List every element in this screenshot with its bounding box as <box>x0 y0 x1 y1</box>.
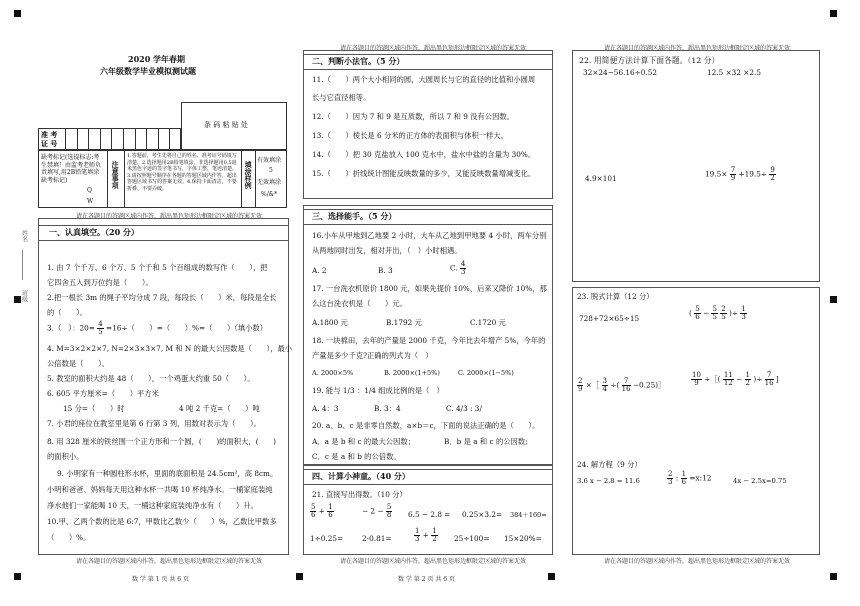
q11-line1: 11.（ ）两个大小相同的圆，大圆周长与它的直径的比值和小圆周 <box>312 75 536 84</box>
q3-left: 3.（ ）：20= <box>47 323 95 333</box>
q16-line2: 从两地同时出发，相对开出，（ ）小时相遇。 <box>312 246 462 255</box>
q21-line: 21. 直接写出得数。（10 分） <box>312 490 407 499</box>
answer-panel-col3-b <box>572 287 820 555</box>
answer-panel-col2-a <box>303 50 553 199</box>
q22-expr2: 12.5 ×32 ×2.5 <box>707 68 762 77</box>
q17-option-a: A.1800 元 <box>312 318 348 327</box>
q3-line <box>47 321 267 336</box>
attention-label: 注意事项 <box>111 161 121 189</box>
calc-row1-item4: 0.25×3.2= <box>462 510 503 519</box>
calc-row2-item4: 25÷100= <box>454 534 490 543</box>
q7-line: 7. 小君的座位在教室里是第 6 行第 3 列，用数对表示为（ ）。 <box>47 419 261 428</box>
attention-body: 1.答题前，考生先将自己的姓名、准考证号码填写清楚。2.选择题用2B铅笔填涂，非选择题用0.5毫米黑色字迹的签字笔书写，字体工整，笔迹清楚。3.请按照题号顺序在各题的答题区域内作答，超出答题区域书写的答案无效。4.保持卡面清洁，不要折叠、不要弄破。 <box>127 153 238 192</box>
q16-option-a: A. 2 <box>312 266 327 275</box>
q4-line2: 公倍数是（ ）。 <box>47 359 110 368</box>
candidate-number-grid[interactable] <box>38 128 181 150</box>
calc-row2-item3: $\frac{1}{3}$ + $\frac{1}{2}$ <box>415 527 437 543</box>
q12-line: 12.（ ）因为 7 和 9 是互质数，所以 7 和 9 没有公因数。 <box>312 112 514 121</box>
q20-option-b: B．b 是 a 和 c 的公因数; <box>444 437 528 446</box>
q19-line: 19. 能与 1/3 ：1/4 组成比例的是（ ） <box>312 386 444 395</box>
barcode-label: 条 码 粘 贴 处 <box>204 121 248 129</box>
area-notice-col3-bottom: 请在各题目的答题区域内作答，超出黑色矩形边框限定区域的答案无效 <box>604 558 791 565</box>
q1-line2: 它四舍五入到万位约是（ ）。 <box>47 278 153 287</box>
answer-panel-col2-b <box>303 205 553 465</box>
side-class-label: 班级 <box>20 290 28 302</box>
q9-line2: 小明和爸爸、妈妈每天用这种水杯一共喝 10 杯纯净水。一桶家庭装纯 <box>47 485 273 494</box>
q4-line1: 4. M=3×2×2×7, N=2×3×3×7, M 和 N 的最大公因数是（ ），最小 <box>47 344 293 353</box>
q22-expr1: 32×24−56.16÷0.52 <box>583 68 658 77</box>
q18-line2: 产量是多少千克?正确的列式为（ ） <box>312 351 433 360</box>
section1-title: 一、认真填空。（20 分） <box>49 227 139 237</box>
q16-c-fraction: $\frac{4}{3}$ <box>460 260 466 276</box>
q5-line: 5. 教室的面积大约是 48（ ），一个鸡蛋大约重 50（ ）。 <box>47 374 255 383</box>
sample-label: 填涂样例 <box>244 161 254 189</box>
q9-line1: 9. 小明家有一种圆柱形水杯，里面的底面积是 24.5cm²，高 8cm。 <box>57 469 278 478</box>
side-name-label: 姓名 <box>20 230 28 242</box>
q2-line1: 2.把一根长 3m 的绳子平均分成 7 段，每段长（ ）米，每段是全长 <box>47 293 277 302</box>
q3-fraction: $\frac{4}{5}$ <box>98 320 103 336</box>
mid-mark-b1 <box>296 573 303 580</box>
candidate-digit-cell[interactable] <box>158 129 170 149</box>
candidate-digit-cell[interactable] <box>169 129 181 149</box>
q18-option-c: C. 2000×(1−5%) <box>458 369 514 377</box>
q23-expr3: $\frac{2}{9}$ ×［ $\frac{3}{4}$ ÷( $\frac{7}{16}$ −0.25)］ <box>578 377 666 393</box>
notes-divider-2 <box>124 151 125 207</box>
q22-expr4: 19.5× $\frac{7}{9}$ +19.5÷ $\frac{9}{2}$ <box>705 166 775 182</box>
candidate-digit-cell[interactable] <box>88 129 100 149</box>
candidate-digit-cell[interactable] <box>77 129 89 149</box>
q19-option-b: B. 3：4 <box>374 404 401 413</box>
calc-row1-item2: − 2 − $\frac{5}{8}$ <box>362 503 392 519</box>
corner-mark-tr <box>830 10 837 17</box>
q22-title: 22. 用简便方法计算下面各题。（12 分） <box>579 56 720 65</box>
sample-invalid: 无效填涂 <box>257 179 282 186</box>
calc-row2-item2: 2-0.81= <box>362 534 392 543</box>
q11-line2: 长与它直径相等。 <box>312 93 371 102</box>
area-notice-col2-top: 请在各题目的答题区域内作答，超出黑色矩形边框限定区域的答案无效 <box>340 45 527 52</box>
q10-line2: （ ）%。 <box>47 533 91 542</box>
calc-row1-item3: 6.5 − 2.8 = <box>408 510 451 519</box>
candidate-label-1: 准 考 <box>41 130 58 139</box>
q17-option-b: B.1792 元 <box>386 318 422 327</box>
calc-row1-item1: $\frac{5}{6}$ + $\frac{1}{6}$ <box>311 503 333 519</box>
q14-line: 14.（ ）把 30 克盐放入 100 克水中，盐水中盐的含量为 30%。 <box>312 150 536 159</box>
q6-line2a: 15 分=（ ）时 <box>63 404 125 413</box>
area-notice-col1-top: 请在各题目的答题区域内作答，超出黑色矩形边框限定区域的答案无效 <box>76 213 263 220</box>
absent-note: 缺考标记(选提标志:考生禁填！由监考老师负责填写,用2B铅笔填涂缺考标记) <box>41 154 102 184</box>
calc-row2-item1: 1÷0.25= <box>310 534 344 543</box>
q24-title: 24. 解方程（9 分） <box>577 460 642 469</box>
q2-line2: 的（ ）。 <box>47 308 88 317</box>
answer-panel-col3-a <box>572 50 820 282</box>
q3-right: =16÷（ ）=（ ）%=（ ）（填小数） <box>106 323 268 333</box>
q8-line1: 8. 用 328 厘米的铁丝围一个正方形和一个圆，( )的面积大，( ) <box>47 437 276 446</box>
q18-line1: 18. 一块棉田，去年的产量是 2000 千克，今年比去年增产 5%，今年的 <box>312 336 546 345</box>
section3-title: 三、选择能手。（5 分） <box>312 211 397 221</box>
q6-line2b: 4 吨 2 千克=（ ）吨 <box>179 404 260 413</box>
q24-expr2: $\frac{2}{3}$ : $\frac{1}{6}$ =x:12 <box>668 470 712 486</box>
candidate-digit-cell[interactable] <box>135 129 147 149</box>
corner-mark-bl <box>14 573 21 580</box>
section2-title: 二、判断小法官。（5 分） <box>312 56 405 66</box>
note-w: W <box>87 198 94 205</box>
corner-mark-br <box>830 573 837 580</box>
area-notice-col1-bottom: 请在各题目的答题区域内作答，超出黑色矩形边框限定区域的答案无效 <box>76 558 263 565</box>
q9-line3: 净水他们一家能喝 10 天，一桶这种家庭装纯净水有（ ）升。 <box>47 501 258 510</box>
q24-expr3: 4x − 2.5x=0.75 <box>733 477 787 485</box>
corner-mark-tl <box>14 10 21 17</box>
q18-option-a: A. 2000×5% <box>312 369 354 377</box>
q23-title: 23. 脱式计算（12 分） <box>577 292 654 301</box>
notes-divider-4 <box>255 151 256 207</box>
note-q: Q <box>87 187 92 194</box>
notes-block <box>38 150 287 208</box>
q20-option-a: A．a 是 b 和 c 的最大公因数； <box>312 437 415 446</box>
q22-expr3: 4.9×101 <box>585 174 617 183</box>
q24-expr1: 3.6 x − 2.8 = 11.6 <box>577 477 640 485</box>
corner-mark-mr <box>830 296 837 303</box>
q16-line1: 16.小车从甲地到乙地要 2 小时，大车从乙地到甲地要 4 小时，两车分别 <box>312 231 547 240</box>
side-line-1 <box>22 250 23 280</box>
q16-option-b: B. 3 <box>378 266 393 275</box>
barcode-box <box>181 102 287 150</box>
q23-expr1: 728+72×65÷15 <box>579 314 640 323</box>
answer-panel-col2-c <box>303 465 553 555</box>
calc-row2-item5: 15×20%= <box>504 534 542 543</box>
footer-page2: 数 学 第 2 页 共 6 页 <box>398 576 455 583</box>
exam-title: 六年级数学毕业模拟测试题 <box>100 66 196 76</box>
candidate-digit-cell[interactable] <box>100 129 112 149</box>
candidate-digit-cell[interactable] <box>123 129 135 149</box>
q17-line1: 17. 一台洗衣机原价 1800 元，如果先提价 10%，后来又降价 10%，那 <box>312 284 547 293</box>
sample-invalid-mark: %/&* <box>261 191 278 198</box>
area-notice-col3-top: 请在各题目的答题区域内作答，超出黑色矩形边框限定区域的答案无效 <box>604 45 791 52</box>
q8-line2: 的面积小。 <box>47 452 84 461</box>
q20-line: 20. a、b、c 是非零自然数，a×b＝c，下面的说法正确的是（ ）。 <box>312 421 540 430</box>
candidate-digit-cell[interactable] <box>65 129 77 149</box>
q19-option-a: A. 4：3 <box>312 404 339 413</box>
sample-valid-mark: 5 <box>269 167 273 174</box>
mid-mark-b2 <box>548 573 555 580</box>
q19-option-c: C. 4/3 : 3/ <box>446 404 482 413</box>
q13-line: 13.（ ）棱长是 6 分米的正方体的表面积与体积一样大。 <box>312 131 509 140</box>
q1-line1: 1. 由 7 个千万、6 个万、5 个千和 5 个百组成的数写作（ ），把 <box>47 263 268 272</box>
calc-row1-item5: 384＋160= <box>510 511 547 519</box>
sample-valid: 有效填涂 <box>257 157 282 164</box>
q17-line2: 么这台洗衣机是（ ）元。 <box>312 299 407 308</box>
footer-page1: 数 学 第 1 页 共 6 页 <box>132 576 189 583</box>
section4-title: 四、计算小神童。（40 分） <box>312 471 410 481</box>
q17-option-c: C.1720 元 <box>470 318 506 327</box>
year-title: 2020 学年春期 <box>128 54 186 64</box>
candidate-label-2: 证 号 <box>41 139 58 148</box>
q6-line1: 6. 605 平方厘米=（ ）平方米 <box>47 389 159 398</box>
candidate-digit-cell[interactable] <box>111 129 123 149</box>
q18-option-b: B. 2000×(1+5%) <box>384 369 440 377</box>
q23-expr4: $\frac{10}{9}$ ÷［( $\frac{11}{12}$ − $\frac{1}{2}$ )÷ $\frac{7}{16}$ ] <box>692 371 779 387</box>
q15-line: 15.（ ）折线统计图能反映数量的多少，又能反映数量增减变化。 <box>312 169 536 178</box>
candidate-digit-cell[interactable] <box>146 129 158 149</box>
notes-divider-3 <box>241 151 242 207</box>
q23-expr2: ( $\frac{5}{6}$ − $\frac{5}{5}$ $\frac{2}{5}$ )÷ $\frac{1}{3}$ <box>689 305 746 321</box>
q10-line1: 10.甲、乙两个数的比是 6:7，甲数比乙数少（ ）%，乙数比甲数多 <box>47 517 277 526</box>
notes-divider-1 <box>107 151 108 207</box>
q16-option-c: C. $\frac{4}{3}$ <box>450 260 466 276</box>
candidate-cells[interactable] <box>65 129 181 149</box>
answer-panel-col1 <box>38 218 293 555</box>
area-notice-col2-bottom: 请在各题目的答题区域内作答，超出黑色矩形边框限定区域的答案无效 <box>340 558 527 565</box>
q20-option-c: C．c 是 a 和 b 的公倍数。 <box>312 452 401 461</box>
